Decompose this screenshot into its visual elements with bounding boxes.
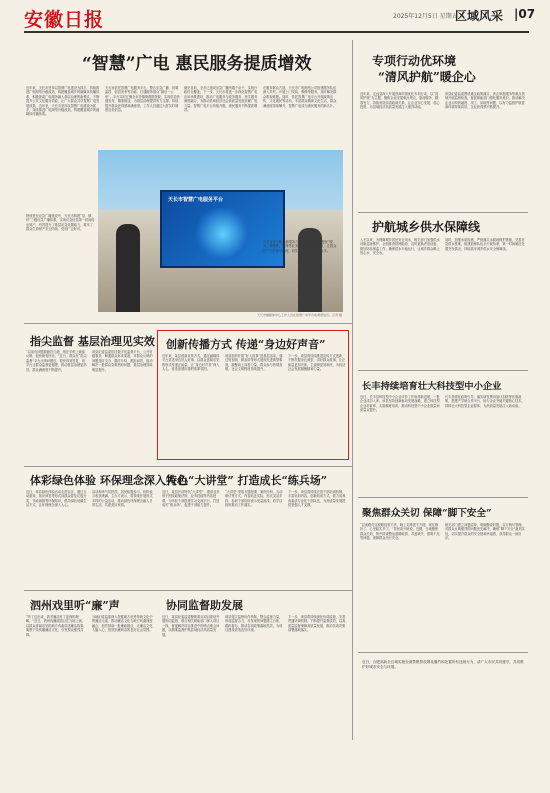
main-article-col-2: 天长市依托智慧广电服务平台，整合应急广播、视频监控、信息发布等功能，打通服务群众“最后一公里”。平台实时汇聚全市各镇街数据资源，实现信息快速发布、精准推送，为基层治理提供有力支撑，持续提升群众获得感和满意度。工作人员通过大屏实时调度各类信息。 bbox=[105, 86, 180, 113]
mid-article-2-col-1: 近年来，某县创新宣传方式，通过融媒体平台讲述身边好人好事，以群众喜闻乐见的形式传递正能量，让“身边好声音”深入人心，营造崇德向善的浓厚氛围。 bbox=[162, 354, 220, 372]
photo-screen-label: 天长市智慧广电服务平台 bbox=[168, 197, 224, 203]
right-article-4-col-1: “以前路灯这段路经常不亮，晚上走路很不方便，现在修好了，心里踏实多了。”居民高兴地说。近期，当地聚焦群众关切，集中排查整治道路破损、井盖缺失、照明不足等问题，保障群众出行安全。 bbox=[360, 523, 440, 541]
footer-rule bbox=[358, 652, 528, 653]
mid-article-4-title: 特色“大讲堂” 打造成长“练兵场” bbox=[166, 474, 328, 487]
right-rule-2 bbox=[358, 370, 528, 371]
mid-article-3-col-1: 近日，体彩绿色体验活动走进社区，通过互动游戏、知识问答等形式向群众普及垃圾分类、节能减排等环保知识，倡导绿色低碳生活方式，让环保理念深入人心。 bbox=[26, 490, 87, 508]
right-article-1-col-1: 近年来，定远县深入开展营商环境优化专项行动，以“清风护航”为主题，聚焦企业发展难点堵点，靠前服务、精准发力，持续营造亲清政商关系，让企业安心发展、放心投资，为县域经济高质量发展注入强劲动能。 bbox=[360, 92, 440, 110]
right-article-2-col-1: 入冬以来，为保障城乡居民安全用水，相关部门加强供水设施巡查维护，全面排查管网隐患，及时更换老旧设备，做好防冻保温工作，确保供水平稳运行，让城乡群众喝上放心水、安全水。 bbox=[360, 238, 440, 256]
main-article-col-4: 在服务群众方面，天长市广电网络公司组建服务队伍深入乡村，开展上门安装、维修等服务，及时解决群众收视难题。同时，依托智慧广电平台开展政策宣传、文化惠民等活动，丰富群众精神文化生活，群众满意度持续攀升，智慧广电成为惠民服务的新名片。 bbox=[263, 86, 337, 108]
mid-rule-1 bbox=[24, 466, 352, 467]
mid-article-2-title: 创新传播方式 传递“身边好声音” bbox=[166, 338, 326, 351]
mid-article-4-col-2: “大讲堂”采取专题授课、案例分析、互动研讨等方式，内容贴近实际，形式灵活多样，参训干部纷纷表示受益匪浅，将学以致用推动工作落实。 bbox=[225, 490, 283, 508]
right-article-4-title: 聚焦群众关切 保障“脚下安全” bbox=[362, 508, 492, 519]
mid-article-6-col-3: 下一步，该县将持续深化协同监督，完善贯通协调机制，不断提升监督质效，以高质量监督保障高质量发展，推动各项决策部署落地落实。 bbox=[288, 615, 346, 633]
mid-article-5-title: 泗州戏里听“廉”声 bbox=[30, 599, 120, 612]
mid-article-6-title: 协同监督助发展 bbox=[166, 599, 243, 612]
main-photo-caption: 天长市融媒体中心工作人员在智慧广电平台前调度信息。记者 摄 bbox=[257, 313, 342, 317]
masthead-page-number: |07 bbox=[514, 7, 536, 21]
main-article-col-1: 近年来，天长市坚持以智慧广电建设为抓手，持续推进广电网络升级改造，构建覆盖城乡的融媒体传播体系，积极探索广电服务融入基层治理的新模式，不断提升公共文化服务效能，让广大群众共享智慧广电发展成果。近年来，天长市坚持以智慧广电建设为抓手，持续推进广电网络升级改造，构建覆盖城乡的融媒体传播体系。 bbox=[26, 86, 100, 117]
column-divider bbox=[352, 40, 353, 740]
main-article-col-3: 截至目前，全市已建成应急广播终端千余个，实现行政村全覆盖。下一步，天长市将进一步深化智慧广电应用场景建设，推动广电服务与政务服务、民生服务深度融合，为推动县域经济社会高质量发展贡献广电力量。智慧广电平台持续升级，惠民服务不断提质增效。 bbox=[184, 86, 258, 113]
page-number: 07 bbox=[518, 7, 536, 21]
right-rule-1 bbox=[358, 212, 528, 213]
masthead-title: 安徽日报 bbox=[24, 9, 105, 31]
right-article-4-col-2: 相关部门建立问题清单，明确整改时限，实行销号管理，对群众反映强烈的问题优先解决，确保“脚下安全”落到实处，切实提升群众的安全感和幸福感，获得群众一致好评。 bbox=[445, 523, 525, 541]
mid-article-2-col-3: 下一步，该县将持续推进宣传方式创新，不断挖掘身边典型，讲好群众故事，让正能量更加充沛，主旋律更加响亮，为经济社会发展凝聚精神力量。 bbox=[288, 354, 346, 372]
mid-article-4-col-1: 近日，某县开设特色“大讲堂”，邀请业务骨干围绕政策法规、业务技能等内容授课，为年轻干部搭建学习交流平台，打造成长“练兵场”，促进干部能力提升。 bbox=[162, 490, 220, 508]
right-article-1-subtitle: “清风护航”暖企心 bbox=[378, 70, 476, 84]
main-article-col-6: 天长市还不断创新服务方式，推出“广电+便民”服务，将缴费、报修等业务延伸至村级服务点，让群众足不出村即可办理，切实提升服务便利化水平。 bbox=[263, 240, 337, 253]
mid-article-5-col-1: “听了这出戏，我对廉洁有了更深的理解。”近日，泗州戏廉政剧目在当地上演，以群众喜闻乐见的地方戏曲讲述廉洁故事，寓教于乐传播廉洁文化，引发观众强烈共鸣。 bbox=[26, 615, 87, 637]
footer-notice: 近日，合肥高新全区域实施全面禁燃禁放烟花爆竹和处置所有违规行为，请广大市民共同遵守，共同维护好城市安全与环境。 bbox=[362, 660, 524, 669]
mid-article-6-col-2: 该县建立监督协作机制，整合监督力量，形成监督合力，对发现的问题建立台账、跟踪督办，推动各项政策落地见效，为项目建设营造良好环境。 bbox=[225, 615, 283, 633]
photo-screen-map bbox=[192, 208, 254, 260]
right-article-1-title: 专项行动优环境 bbox=[372, 54, 457, 68]
right-article-3-col-1: 近日，长丰县科技型中小企业评价工作取得新进展，一批企业成功入库。该县坚持创新驱动发展战略，建立科技型企业培育库，实施梯度培育，推动科技型中小企业数量和质量双提升。 bbox=[360, 395, 440, 413]
mid-article-1-col-1: “以前有问题要跑好几趟，现在手机上就能反映，很快就有回音。”近日，群众在“指尖监督”平台反映问题后，很快得到答复，该平台让群众监督更便捷，推动基层治理更高效，群众满意度不断提升。 bbox=[26, 350, 87, 372]
mid-article-1-col-2: 该县纪委监委依托数字化监督平台，公开村级事务，畅通群众诉求渠道，对群众反映的问题及时交办、限时办结、跟踪问效，推动解决一批群众急难愁盼问题，基层治理效能明显提升。 bbox=[92, 350, 153, 372]
mid-article-3-col-2: 活动现场气氛热烈，居民积极参与，纷纷表示收获满满。主办方表示，将持续开展形式多样的公益活动，推动绿色环保理念融入日常生活，共建美好家园。 bbox=[92, 490, 153, 508]
main-article-col-5: 特别是在应急广播建设中，天长市构建“县、镇、村”三级应急广播体系，实现应急信息第一时间传达到户，有效提升了基层应急处置能力，筑牢了群众生命财产安全防线，受到广泛好评。 bbox=[26, 214, 95, 232]
mid-article-1-title: 指尖监督 基层治理见实效 bbox=[30, 335, 155, 348]
masthead-rule bbox=[24, 31, 529, 33]
main-section-rule bbox=[24, 323, 352, 324]
right-article-1-col-2: 该县纪委监委围绕惠企政策落实、涉企审批服务等重点领域开展监督检查，督促职能部门强化服务意识，推动解决企业反映的融资、用工、用地等问题，以有力监督护航营商环境持续向好，企业获得感不断提升。 bbox=[445, 92, 525, 110]
right-rule-3 bbox=[358, 497, 528, 498]
mid-article-5-col-2: 当地纪委监委深入挖掘地方优秀传统文化中的廉洁元素，推动廉洁文化与地方戏曲深度融合，创作排演一批廉政剧目，让廉洁文化入脑入心，营造崇廉尚洁的良好社会氛围。 bbox=[92, 615, 153, 633]
right-article-2-col-2: 同时，加强水质检测，严格落实水源地保护措施，完善应急供水预案，组建抢修队伍全天候待命，第一时间响应处置突发情况，持续筑牢城乡供水安全保障线。 bbox=[445, 238, 525, 251]
mid-article-4-col-3: 下一步，该县将持续完善干部培训机制，丰富培训内容，创新培训方式，着力培养高素质专业化干部队伍，为高质量发展提供坚强人才支撑。 bbox=[288, 490, 346, 508]
photo-person-left bbox=[116, 224, 140, 312]
masthead-date: 2025年12月5日 星期五 bbox=[393, 13, 458, 20]
mid-article-6-col-1: 近日，某县纪委监委聚焦重点项目建设开展协同监督，联合相关职能部门深入项目一线，督促解决项目推进中的堵点难点问题，以精准监督护航县域经济高质量发展。 bbox=[162, 615, 220, 637]
masthead-section: 区域风采 bbox=[455, 9, 504, 23]
mid-article-2-col-2: 该县组织开展“好人故事”进基层活动，通过短视频、微宣讲等形式展现先进典型事迹，凝聚向上向善力量，群众参与热情高涨，社会文明程度持续提升。 bbox=[225, 354, 283, 372]
right-article-2-title: 护航城乡供水保障线 bbox=[372, 220, 481, 234]
right-article-3-title: 长丰持续培育壮大科技型中小企业 bbox=[362, 381, 502, 392]
mid-rule-2 bbox=[24, 590, 352, 591]
right-article-3-col-2: 长丰县强化政策引导，落实研发费用加计扣除等优惠政策，搭建产学研合作平台，助力企业突破关键核心技术，持续壮大科技型企业群体，为高质量发展注入新动能。 bbox=[445, 395, 525, 408]
main-headline: “智慧”广电 惠民服务提质增效 bbox=[82, 54, 312, 74]
mid-article-3-title: 体彩绿色体验 环保理念深入人心 bbox=[30, 474, 188, 487]
